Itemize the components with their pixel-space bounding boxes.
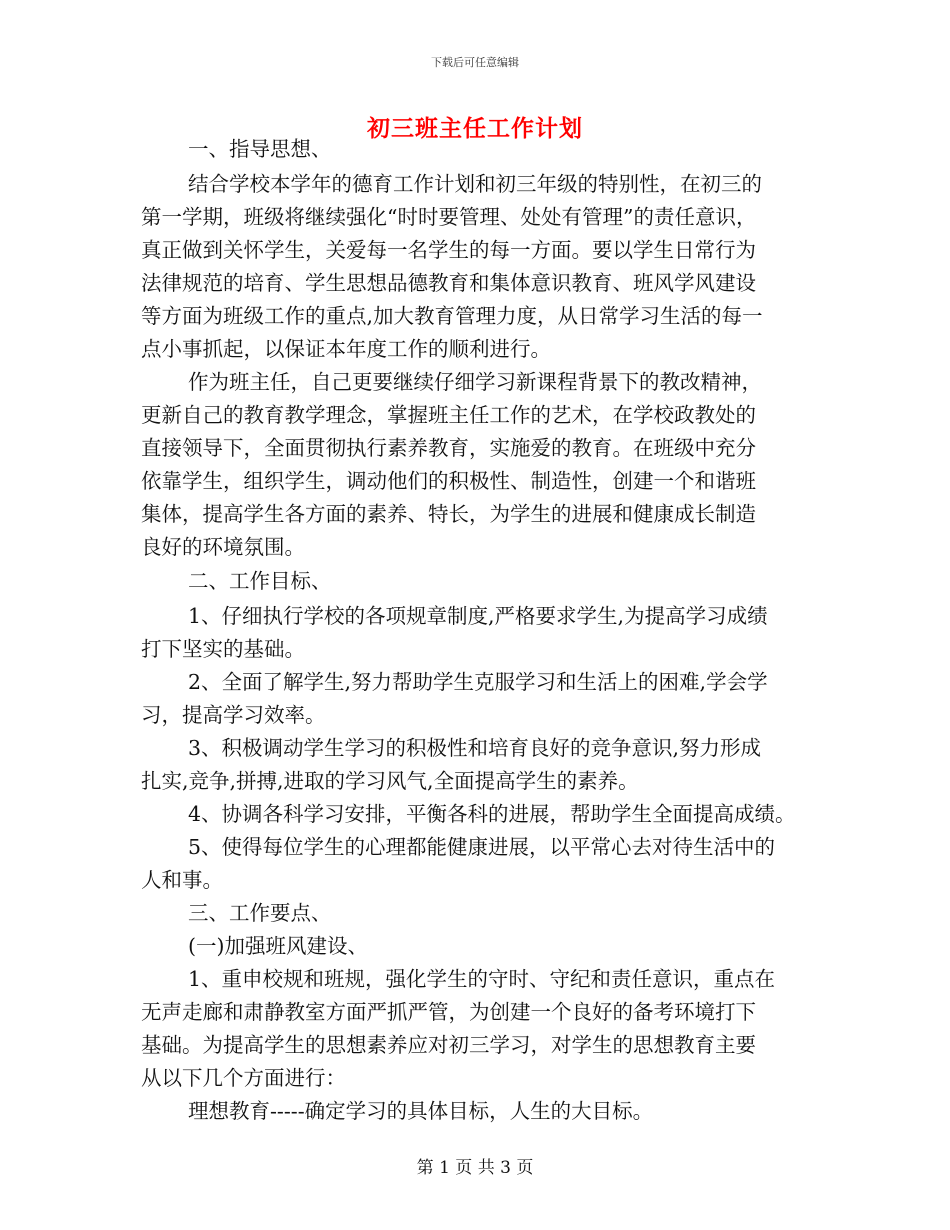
list-item-line: 3、积极调动学生学习的积极性和培育良好的竞争意识,努力形成 [188,736,762,760]
paragraph-line: 法律规范的培育、学生思想品德教育和集体意识教育、班风学风建设 [141,271,756,295]
paragraph-line: 理想教育-----确定学习的具体目标，人生的大目标。 [188,1099,654,1123]
list-item-line: 人和事。 [141,868,223,892]
paragraph-line: 从以下几个方面进行： [141,1066,346,1090]
list-item-line: 习，提高学习效率。 [141,703,326,727]
paragraph-line: 依靠学生，组织学生，调动他们的积极性、制造性，创建一个和谐班 [141,469,756,493]
section-heading: 三、工作要点、 [188,901,332,925]
paragraph-line: 1、重申校规和班规，强化学生的守时、守纪和责任意识，重点在 [188,967,776,991]
section-heading: 一、指导思想、 [188,137,332,161]
paragraph-line: 良好的环境氛围。 [141,535,305,559]
list-item-line: 打下坚实的基础。 [141,637,305,661]
paragraph-line: 直接领导下，全面贯彻执行素养教育，实施爱的教育。在班级中充分 [141,436,756,460]
list-item-line: 5、使得每位学生的心理都能健康进展，以平常心去对待生活中的 [188,835,776,859]
paragraph-line: 点小事抓起，以保证本年度工作的顺利进行。 [141,337,551,361]
subsection-heading: (一)加强班风建设、 [188,934,368,958]
paragraph-line: 更新自己的教育教学理念，掌握班主任工作的艺术，在学校政教处的 [141,403,756,427]
paragraph-line: 等方面为班级工作的重点,加大教育管理力度，从日常学习生活的每一 [141,304,763,328]
paragraph-line: 结合学校本学年的德育工作计划和初三年级的特别性，在初三的 [188,172,762,196]
list-item-line: 4、协调各科学习安排，平衡各科的进展，帮助学生全面提高成绩。 [188,802,796,826]
paragraph-line: 集体，提高学生各方面的素养、特长，为学生的进展和健康成长制造 [141,502,756,526]
page-number-footer: 第 1 页 共 3 页 [416,1158,534,1178]
document-title: 初三班主任工作计划 [367,115,583,142]
list-item-line: 2、全面了解学生,努力帮助学生克服学习和生活上的困难,学会学 [188,670,768,694]
list-item-line: 扎实,竞争,拼搏,进取的学习风气,全面提高学生的素养。 [141,769,639,793]
header-note: 下载后可任意编辑 [431,56,519,69]
paragraph-line: 真正做到关怀学生，关爱每一名学生的每一方面。要以学生日常行为 [141,238,756,262]
paragraph-line: 作为班主任，自己更要继续仔细学习新课程背景下的教改精神， [188,370,762,394]
paragraph-line: 无声走廊和肃静教室方面严抓严管，为创建一个良好的备考环境打下 [141,1000,756,1024]
list-item-line: 1、仔细执行学校的各项规章制度,严格要求学生,为提高学习成绩 [188,604,768,628]
paragraph-line: 基础。为提高学生的思想素养应对初三学习，对学生的思想教育主要 [141,1033,756,1057]
section-heading: 二、工作目标、 [188,569,332,593]
paragraph-line: 第一学期，班级将继续强化“时时要管理、处处有管理”的责任意识， [141,205,757,229]
